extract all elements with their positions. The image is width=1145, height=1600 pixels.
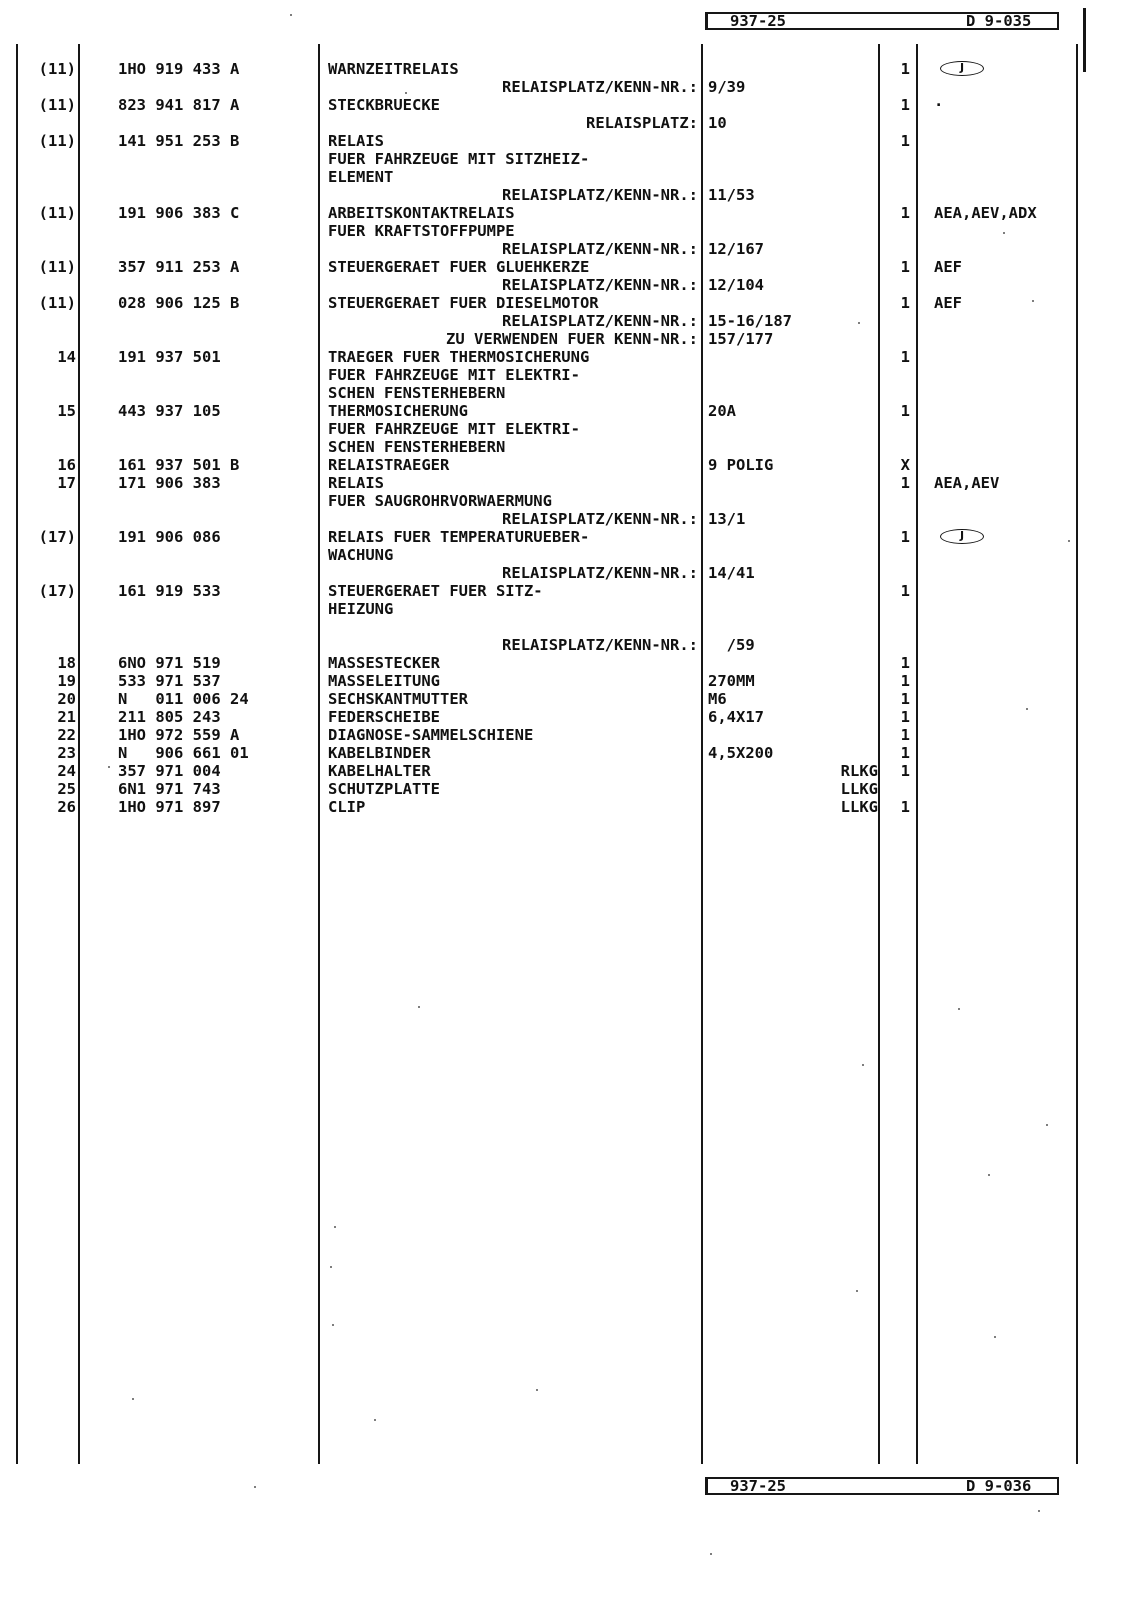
relay-slot-label: RELAISPLATZ: <box>586 114 698 132</box>
table-row <box>0 528 1145 546</box>
part-description: HEIZUNG <box>328 600 394 618</box>
part-description: TRAEGER FUER THERMOSICHERUNG <box>328 348 590 366</box>
part-number: 191 906 086 <box>118 528 221 546</box>
quantity: 1 <box>900 726 910 744</box>
part-description: WARNZEITRELAIS <box>328 60 459 78</box>
circled-j-icon: J <box>940 61 984 76</box>
part-description: RELAIS <box>328 474 384 492</box>
part-description: SCHEN FENSTERHEBERN <box>328 438 506 456</box>
table-row <box>0 726 1145 744</box>
version-code: · <box>934 96 944 114</box>
table-row <box>0 564 1145 582</box>
quantity: 1 <box>900 690 910 708</box>
part-description: RELAISTRAEGER <box>328 456 450 474</box>
part-number: 357 911 253 A <box>118 258 240 276</box>
position-number: (11) <box>38 258 76 276</box>
header-group-number: 937-25 <box>730 12 786 30</box>
part-number: N 011 006 24 <box>118 690 249 708</box>
part-description: STEUERGERAET FUER SITZ- <box>328 582 543 600</box>
part-description: RELAIS FUER TEMPERATURUEBER- <box>328 528 590 546</box>
spec-value: 11/53 <box>708 186 755 204</box>
part-description: RELAIS <box>328 132 384 150</box>
footer-page-number: D 9-036 <box>966 1477 1032 1495</box>
position-number: 15 <box>57 402 76 420</box>
table-row <box>0 672 1145 690</box>
part-number: 028 906 125 B <box>118 294 240 312</box>
part-number: 1HO 919 433 A <box>118 60 240 78</box>
relay-slot-label: RELAISPLATZ/KENN-NR.: <box>502 276 698 294</box>
table-row <box>0 384 1145 402</box>
part-description: FUER FAHRZEUGE MIT ELEKTRI- <box>328 420 580 438</box>
quantity: 1 <box>900 708 910 726</box>
relay-slot-label: RELAISPLATZ/KENN-NR.: <box>502 510 698 528</box>
quantity: 1 <box>900 96 910 114</box>
part-number: 1HO 971 897 <box>118 798 221 816</box>
relay-slot-label: RELAISPLATZ/KENN-NR.: <box>502 564 698 582</box>
side-code: RLKG <box>840 762 878 780</box>
spec-value: 14/41 <box>708 564 755 582</box>
table-row <box>0 114 1145 132</box>
version-code: AEF <box>934 294 962 312</box>
quantity: 1 <box>900 258 910 276</box>
quantity: 1 <box>900 654 910 672</box>
table-row <box>0 294 1145 312</box>
part-number: 161 919 533 <box>118 582 221 600</box>
part-description: SECHSKANTMUTTER <box>328 690 468 708</box>
position-number: 21 <box>57 708 76 726</box>
table-row <box>0 582 1145 600</box>
quantity: 1 <box>900 132 910 150</box>
spec-value: 4,5X200 <box>708 744 774 762</box>
table-row <box>0 708 1145 726</box>
part-description: STEUERGERAET FUER DIESELMOTOR <box>328 294 599 312</box>
table-row <box>0 204 1145 222</box>
quantity: 1 <box>900 204 910 222</box>
part-number: 171 906 383 <box>118 474 221 492</box>
side-code: LLKG <box>840 798 878 816</box>
part-number: 6N1 971 743 <box>118 780 221 798</box>
table-row <box>0 420 1145 438</box>
table-row <box>0 186 1145 204</box>
part-description: MASSELEITUNG <box>328 672 440 690</box>
part-description: FUER FAHRZEUGE MIT SITZHEIZ- <box>328 150 590 168</box>
spec-value: 12/104 <box>708 276 764 294</box>
spec-value: 157/177 <box>708 330 774 348</box>
part-description: WACHUNG <box>328 546 394 564</box>
quantity: 1 <box>900 294 910 312</box>
table-row <box>0 312 1145 330</box>
part-description: KABELHALTER <box>328 762 431 780</box>
table-row <box>0 474 1145 492</box>
position-number: 23 <box>57 744 76 762</box>
quantity: 1 <box>900 528 910 546</box>
table-row <box>0 744 1145 762</box>
table-row <box>0 798 1145 816</box>
part-description: ELEMENT <box>328 168 394 186</box>
page-header-box <box>705 12 1059 30</box>
page-footer-box <box>705 1477 1059 1495</box>
part-number: 141 951 253 B <box>118 132 240 150</box>
quantity: 1 <box>900 762 910 780</box>
table-row <box>0 636 1145 654</box>
table-row <box>0 348 1145 366</box>
part-description: THERMOSICHERUNG <box>328 402 468 420</box>
relay-slot-label: RELAISPLATZ/KENN-NR.: <box>502 636 698 654</box>
spec-value: 10 <box>708 114 727 132</box>
table-row <box>0 96 1145 114</box>
part-number: N 906 661 01 <box>118 744 249 762</box>
footer-group-number: 937-25 <box>730 1477 786 1495</box>
table-row <box>0 276 1145 294</box>
position-number: (11) <box>38 132 76 150</box>
header-page-number: D 9-035 <box>966 12 1032 30</box>
spec-value: 9 POLIG <box>708 456 774 474</box>
spec-value: 6,4X17 <box>708 708 764 726</box>
table-row <box>0 330 1145 348</box>
part-description: KABELBINDER <box>328 744 431 762</box>
relay-slot-label: RELAISPLATZ/KENN-NR.: <box>502 78 698 96</box>
table-row <box>0 168 1145 186</box>
part-description: DIAGNOSE-SAMMELSCHIENE <box>328 726 534 744</box>
table-row <box>0 222 1145 240</box>
table-row <box>0 762 1145 780</box>
part-description: FEDERSCHEIBE <box>328 708 440 726</box>
part-number: 443 937 105 <box>118 402 221 420</box>
table-row <box>0 690 1145 708</box>
relay-slot-label: RELAISPLATZ/KENN-NR.: <box>502 312 698 330</box>
quantity: 1 <box>900 672 910 690</box>
table-row <box>0 510 1145 528</box>
position-number: (17) <box>38 528 76 546</box>
position-number: 16 <box>57 456 76 474</box>
part-description: CLIP <box>328 798 366 816</box>
quantity: 1 <box>900 474 910 492</box>
table-row <box>0 366 1145 384</box>
side-code: LLKG <box>840 780 878 798</box>
part-description: MASSESTECKER <box>328 654 440 672</box>
part-description: FUER SAUGROHRVORWAERMUNG <box>328 492 552 510</box>
part-number: 211 805 243 <box>118 708 221 726</box>
table-row <box>0 600 1145 618</box>
position-number: 26 <box>57 798 76 816</box>
spec-value: 20A <box>708 402 736 420</box>
table-row <box>0 438 1145 456</box>
part-description: STECKBRUECKE <box>328 96 440 114</box>
position-number: (11) <box>38 60 76 78</box>
circled-j-icon: J <box>940 529 984 544</box>
relay-slot-label: RELAISPLATZ/KENN-NR.: <box>502 186 698 204</box>
table-row <box>0 78 1145 96</box>
quantity: 1 <box>900 348 910 366</box>
version-code: AEF <box>934 258 962 276</box>
quantity: 1 <box>900 582 910 600</box>
part-number: 191 906 383 C <box>118 204 240 222</box>
quantity: 1 <box>900 60 910 78</box>
relay-slot-label: ZU VERWENDEN FUER KENN-NR.: <box>446 330 698 348</box>
table-row <box>0 240 1145 258</box>
table-row <box>0 150 1145 168</box>
part-description: FUER KRAFTSTOFFPUMPE <box>328 222 515 240</box>
part-number: 1HO 972 559 A <box>118 726 240 744</box>
part-description: STEUERGERAET FUER GLUEHKERZE <box>328 258 590 276</box>
table-row <box>0 492 1145 510</box>
spec-value: M6 <box>708 690 727 708</box>
position-number: 14 <box>57 348 76 366</box>
position-number: 20 <box>57 690 76 708</box>
position-number: 17 <box>57 474 76 492</box>
table-row <box>0 402 1145 420</box>
position-number: (11) <box>38 96 76 114</box>
spec-value: 12/167 <box>708 240 764 258</box>
position-number: (11) <box>38 204 76 222</box>
table-row <box>0 258 1145 276</box>
part-number: 191 937 501 <box>118 348 221 366</box>
position-number: 24 <box>57 762 76 780</box>
position-number: 25 <box>57 780 76 798</box>
position-number: 18 <box>57 654 76 672</box>
relay-slot-label: RELAISPLATZ/KENN-NR.: <box>502 240 698 258</box>
table-row <box>0 546 1145 564</box>
spec-value: 9/39 <box>708 78 746 96</box>
quantity: 1 <box>900 402 910 420</box>
quantity: X <box>900 456 910 474</box>
part-description: ARBEITSKONTAKTRELAIS <box>328 204 515 222</box>
table-row <box>0 456 1145 474</box>
position-number: 22 <box>57 726 76 744</box>
part-number: 161 937 501 B <box>118 456 240 474</box>
part-description: FUER FAHRZEUGE MIT ELEKTRI- <box>328 366 580 384</box>
part-description: SCHUTZPLATTE <box>328 780 440 798</box>
spec-value: /59 <box>708 636 755 654</box>
version-code: AEA,AEV,ADX <box>934 204 1037 222</box>
table-row <box>0 60 1145 78</box>
part-number: 6NO 971 519 <box>118 654 221 672</box>
table-row <box>0 618 1145 636</box>
spec-value: 15-16/187 <box>708 312 792 330</box>
part-number: 357 971 004 <box>118 762 221 780</box>
position-number: (11) <box>38 294 76 312</box>
table-row <box>0 132 1145 150</box>
spec-value: 13/1 <box>708 510 746 528</box>
quantity: 1 <box>900 744 910 762</box>
position-number: (17) <box>38 582 76 600</box>
spec-value: 270MM <box>708 672 755 690</box>
version-code: AEA,AEV <box>934 474 1000 492</box>
quantity: 1 <box>900 798 910 816</box>
part-description: SCHEN FENSTERHEBERN <box>328 384 506 402</box>
table-row <box>0 780 1145 798</box>
part-number: 533 971 537 <box>118 672 221 690</box>
part-number: 823 941 817 A <box>118 96 240 114</box>
position-number: 19 <box>57 672 76 690</box>
table-row <box>0 654 1145 672</box>
